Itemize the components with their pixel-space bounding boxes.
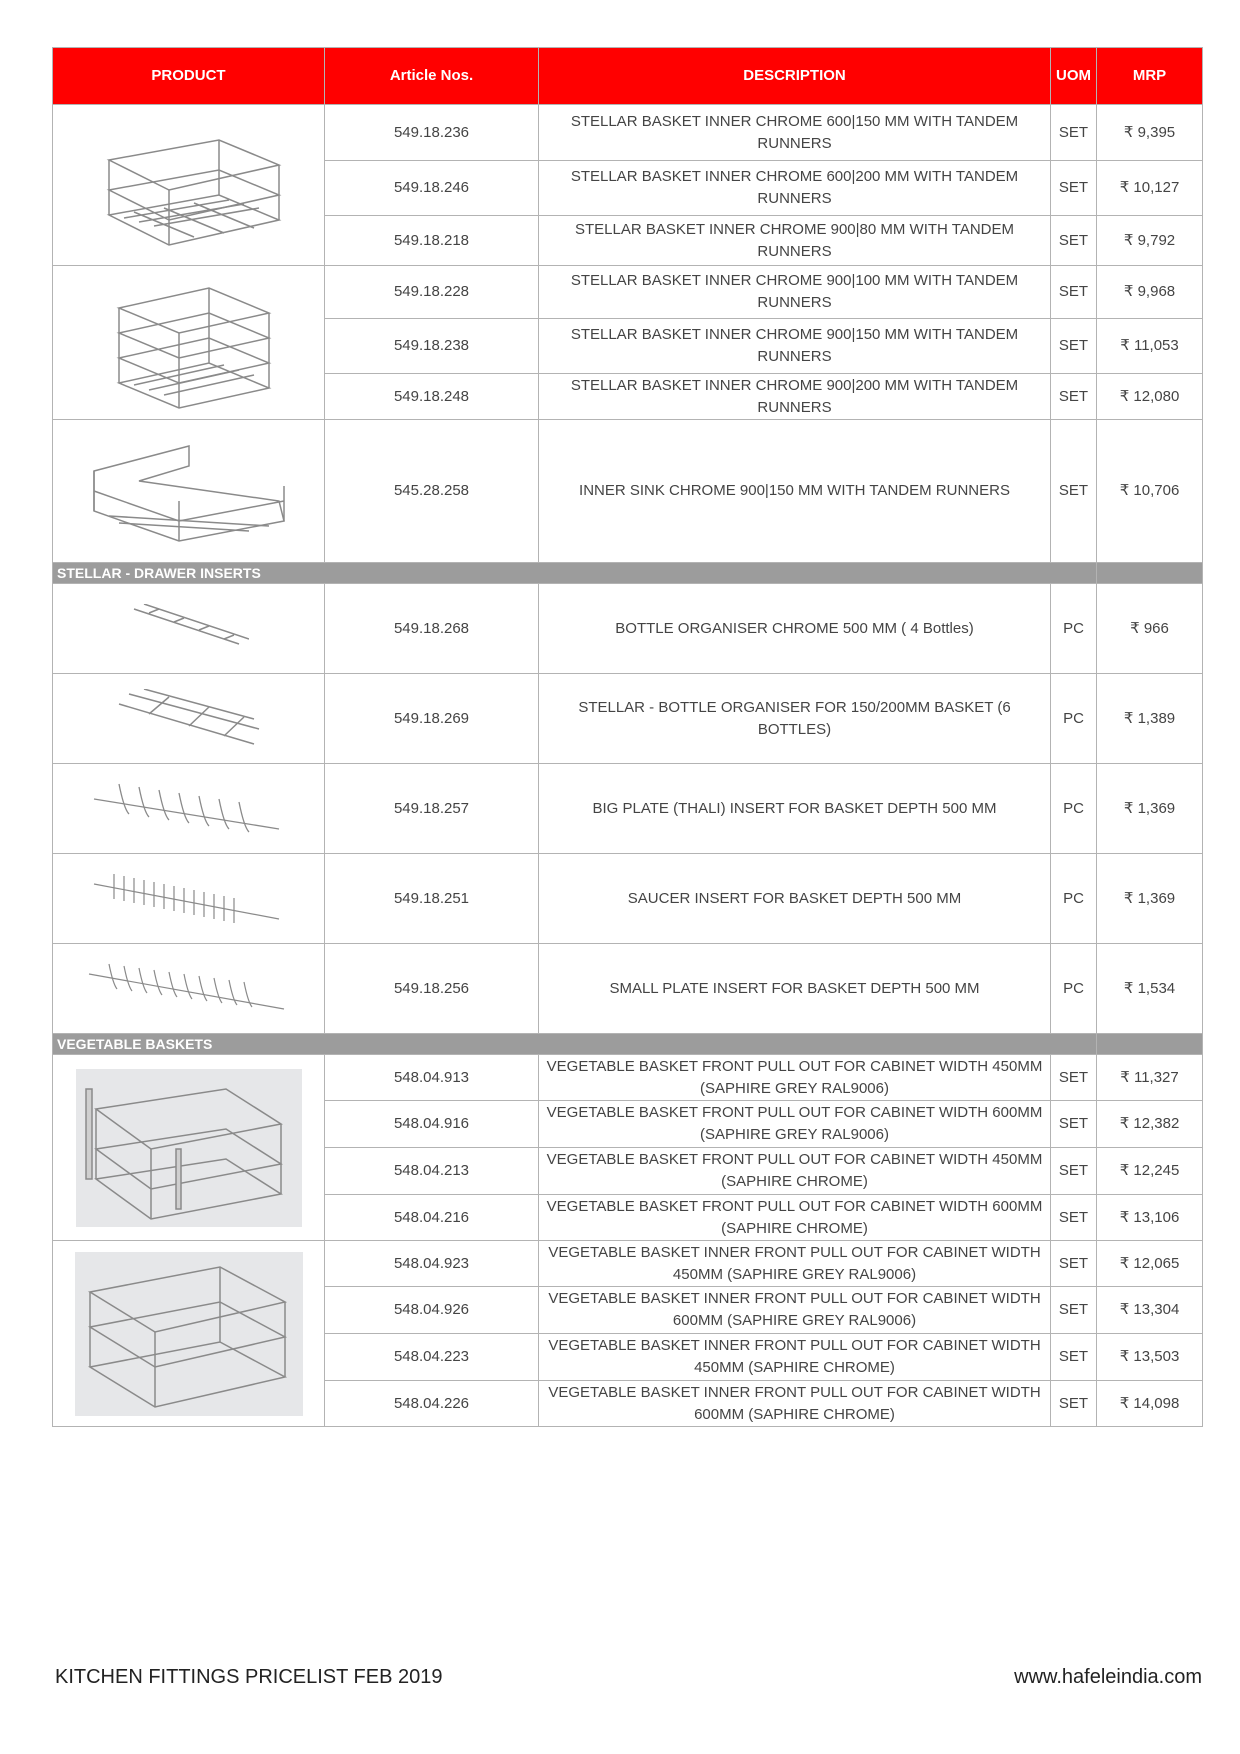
uom: SET [1051, 161, 1097, 216]
veg-basket-front-image [76, 1069, 302, 1227]
col-description: DESCRIPTION [539, 48, 1051, 105]
description: BIG PLATE (THALI) INSERT FOR BASKET DEPTH 500 MM [539, 764, 1051, 854]
description: VEGETABLE BASKET INNER FRONT PULL OUT FOR CABINET WIDTH 600MM (SAPHIRE CHROME) [539, 1381, 1051, 1427]
bottle-organiser-6-image [114, 689, 264, 749]
article-no: 549.18.246 [325, 161, 539, 216]
article-no: 548.04.913 [325, 1055, 539, 1101]
col-mrp: MRP [1097, 48, 1203, 105]
mrp: ₹ 1,389 [1097, 674, 1203, 764]
veg-image-cell [53, 1055, 325, 1241]
mrp: ₹ 12,245 [1097, 1148, 1203, 1195]
mrp: ₹ 10,706 [1097, 420, 1203, 563]
col-article: Article Nos. [325, 48, 539, 105]
veg-image-cell [53, 1241, 325, 1427]
article-no: 549.18.248 [325, 374, 539, 420]
description: INNER SINK CHROME 900|150 MM WITH TANDEM RUNNERS [539, 420, 1051, 563]
description: VEGETABLE BASKET FRONT PULL OUT FOR CABINET WIDTH 600MM (SAPHIRE GREY RAL9006) [539, 1101, 1051, 1148]
table-row [53, 584, 1203, 674]
uom: SET [1051, 1195, 1097, 1241]
bottle-organiser-image [129, 604, 249, 654]
mrp: ₹ 13,106 [1097, 1195, 1203, 1241]
uom: PC [1051, 854, 1097, 944]
basket-900-image [89, 273, 289, 413]
article-no: 548.04.916 [325, 1101, 539, 1148]
table-row [53, 764, 1203, 854]
uom: PC [1051, 584, 1097, 674]
description: VEGETABLE BASKET FRONT PULL OUT FOR CABINET WIDTH 450MM (SAPHIRE CHROME) [539, 1148, 1051, 1195]
mrp: ₹ 9,395 [1097, 105, 1203, 161]
basket-image-cell [53, 105, 325, 266]
uom: SET [1051, 1334, 1097, 1381]
mrp: ₹ 13,304 [1097, 1287, 1203, 1334]
table-row [53, 266, 1203, 319]
description: BOTTLE ORGANISER CHROME 500 MM ( 4 Bottles) [539, 584, 1051, 674]
uom: SET [1051, 1287, 1097, 1334]
description: VEGETABLE BASKET INNER FRONT PULL OUT FOR CABINET WIDTH 450MM (SAPHIRE GREY RAL9006) [539, 1241, 1051, 1287]
description: STELLAR - BOTTLE ORGANISER FOR 150/200MM BASKET (6 BOTTLES) [539, 674, 1051, 764]
description: VEGETABLE BASKET FRONT PULL OUT FOR CABINET WIDTH 600MM (SAPHIRE CHROME) [539, 1195, 1051, 1241]
section-title: STELLAR - DRAWER INSERTS [53, 563, 1097, 584]
article-no: 548.04.223 [325, 1334, 539, 1381]
saucer-insert-image [89, 869, 289, 929]
mrp: ₹ 9,792 [1097, 216, 1203, 266]
uom: SET [1051, 216, 1097, 266]
mrp: ₹ 9,968 [1097, 266, 1203, 319]
description: SMALL PLATE INSERT FOR BASKET DEPTH 500 MM [539, 944, 1051, 1034]
article-no: 548.04.923 [325, 1241, 539, 1287]
mrp: ₹ 1,369 [1097, 764, 1203, 854]
uom: PC [1051, 764, 1097, 854]
article-no: 545.28.258 [325, 420, 539, 563]
article-no: 549.18.228 [325, 266, 539, 319]
col-uom: UOM [1051, 48, 1097, 105]
description: STELLAR BASKET INNER CHROME 900|200 MM WITH TANDEM RUNNERS [539, 374, 1051, 420]
insert-image-cell [53, 764, 325, 854]
table-row [53, 944, 1203, 1034]
description: STELLAR BASKET INNER CHROME 900|100 MM WITH TANDEM RUNNERS [539, 266, 1051, 319]
mrp: ₹ 10,127 [1097, 161, 1203, 216]
description: VEGETABLE BASKET FRONT PULL OUT FOR CABINET WIDTH 450MM (SAPHIRE GREY RAL9006) [539, 1055, 1051, 1101]
article-no: 549.18.251 [325, 854, 539, 944]
uom: PC [1051, 944, 1097, 1034]
uom: SET [1051, 1055, 1097, 1101]
description: VEGETABLE BASKET INNER FRONT PULL OUT FOR CABINET WIDTH 450MM (SAPHIRE CHROME) [539, 1334, 1051, 1381]
table-row [53, 674, 1203, 764]
mrp: ₹ 11,053 [1097, 319, 1203, 374]
header-row [53, 48, 1203, 105]
insert-image-cell [53, 584, 325, 674]
description: STELLAR BASKET INNER CHROME 600|150 MM WITH TANDEM RUNNERS [539, 105, 1051, 161]
description: SAUCER INSERT FOR BASKET DEPTH 500 MM [539, 854, 1051, 944]
uom: SET [1051, 1101, 1097, 1148]
description: STELLAR BASKET INNER CHROME 900|80 MM WITH TANDEM RUNNERS [539, 216, 1051, 266]
article-no: 549.18.269 [325, 674, 539, 764]
small-plate-insert-image [84, 959, 294, 1019]
mrp: ₹ 13,503 [1097, 1334, 1203, 1381]
uom: SET [1051, 319, 1097, 374]
table-row [53, 1055, 1203, 1101]
description: STELLAR BASKET INNER CHROME 600|200 MM WITH TANDEM RUNNERS [539, 161, 1051, 216]
uom: SET [1051, 1381, 1097, 1427]
mrp: ₹ 12,382 [1097, 1101, 1203, 1148]
mrp: ₹ 966 [1097, 584, 1203, 674]
uom: SET [1051, 1241, 1097, 1287]
table-row [53, 105, 1203, 161]
insert-image-cell [53, 854, 325, 944]
mrp: ₹ 11,327 [1097, 1055, 1203, 1101]
uom: SET [1051, 420, 1097, 563]
insert-image-cell [53, 674, 325, 764]
mrp: ₹ 12,080 [1097, 374, 1203, 420]
article-no: 549.18.218 [325, 216, 539, 266]
description: VEGETABLE BASKET INNER FRONT PULL OUT FOR CABINET WIDTH 600MM (SAPHIRE GREY RAL9006) [539, 1287, 1051, 1334]
section-row [53, 563, 1203, 584]
article-no: 549.18.256 [325, 944, 539, 1034]
basket-image-cell [53, 266, 325, 420]
uom: SET [1051, 374, 1097, 420]
footer-website[interactable]: www.hafeleindia.com [1014, 1666, 1202, 1688]
mrp: ₹ 12,065 [1097, 1241, 1203, 1287]
footer-title: KITCHEN FITTINGS PRICELIST FEB 2019 [55, 1666, 443, 1688]
article-no: 549.18.257 [325, 764, 539, 854]
sink-image-cell [53, 420, 325, 563]
section-filler [1097, 1034, 1203, 1055]
uom: SET [1051, 105, 1097, 161]
article-no: 548.04.213 [325, 1148, 539, 1195]
table-row [53, 1241, 1203, 1287]
article-no: 549.18.238 [325, 319, 539, 374]
uom: PC [1051, 674, 1097, 764]
article-no: 548.04.216 [325, 1195, 539, 1241]
mrp: ₹ 14,098 [1097, 1381, 1203, 1427]
inner-sink-image [79, 431, 299, 551]
table-row [53, 854, 1203, 944]
article-no: 548.04.926 [325, 1287, 539, 1334]
article-no: 549.18.236 [325, 105, 539, 161]
section-row [53, 1034, 1203, 1055]
section-title: VEGETABLE BASKETS [53, 1034, 1097, 1055]
insert-image-cell [53, 944, 325, 1034]
uom: SET [1051, 266, 1097, 319]
mrp: ₹ 1,534 [1097, 944, 1203, 1034]
col-product: PRODUCT [53, 48, 325, 105]
table-row [53, 420, 1203, 563]
mrp: ₹ 1,369 [1097, 854, 1203, 944]
basket-600-image [89, 120, 289, 250]
thali-insert-image [89, 779, 289, 839]
article-no: 548.04.226 [325, 1381, 539, 1427]
description: STELLAR BASKET INNER CHROME 900|150 MM WITH TANDEM RUNNERS [539, 319, 1051, 374]
section-filler [1097, 563, 1203, 584]
veg-basket-inner-image [75, 1252, 303, 1416]
price-table [52, 47, 1203, 1427]
article-no: 549.18.268 [325, 584, 539, 674]
uom: SET [1051, 1148, 1097, 1195]
